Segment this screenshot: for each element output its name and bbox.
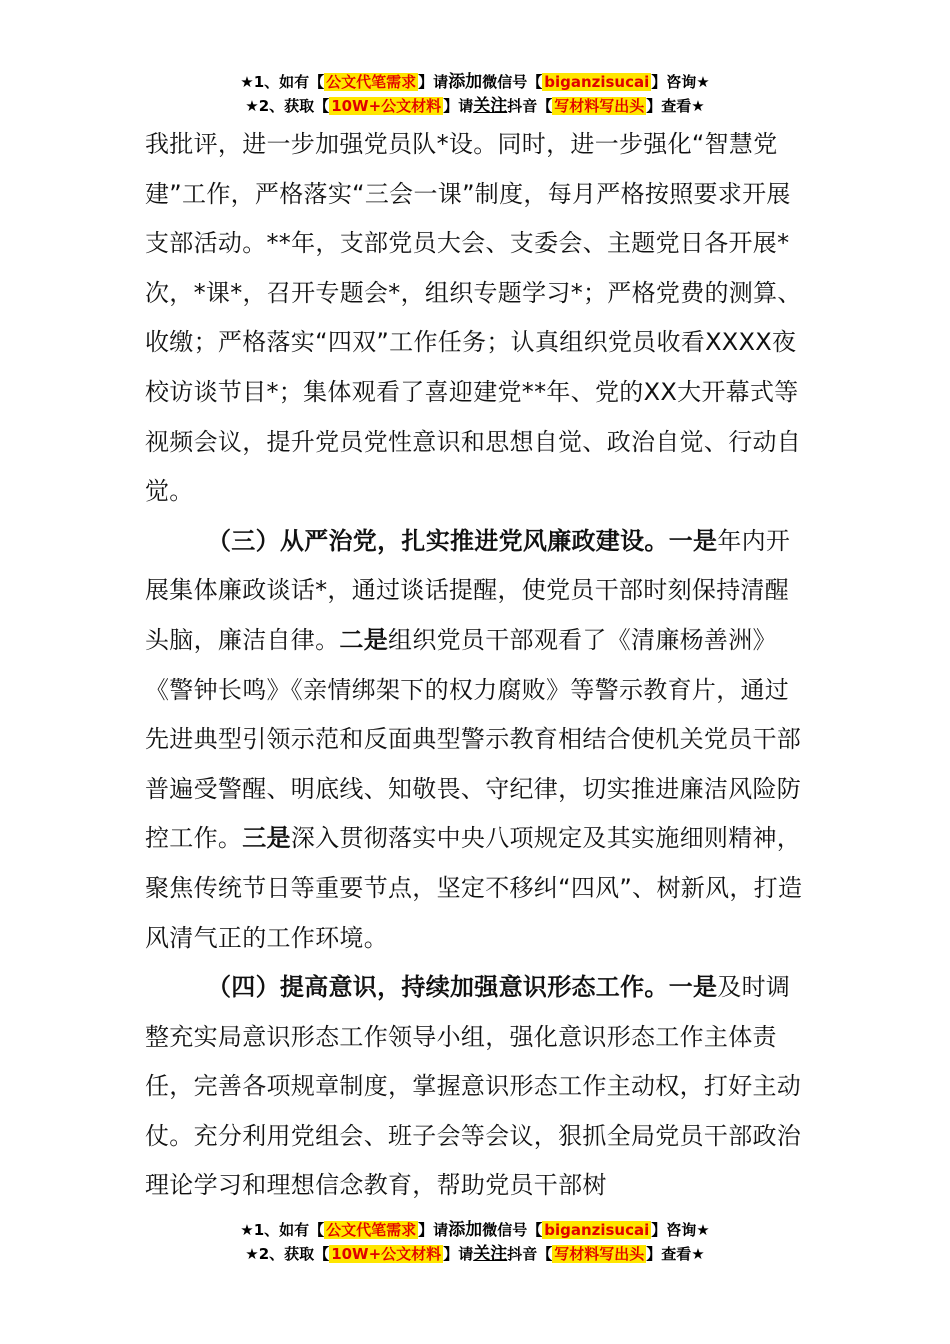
document-body [145,120,810,1211]
top-banner [0,70,950,118]
highlight-materials: 10W+公文材料 [331,97,442,115]
section-heading-3: （三）从严治党，扎实推进党风廉政建设。 [207,526,669,555]
paragraph-section-3: （三）从严治党，扎实推进党风廉政建设。一是年内开展集体廉政谈话*，通过谈话提醒，使党员干部时刻保持清醒头脑，廉洁自律。二是组织党员干部观看了《清廉杨善洲》《警钟长鸣》《亲情绑架下的权力腐败》等警示教育片，通过先进典型引领示范和反面典型警示教育相结合使机关党员干部普遍受警醒、明底线、知敬畏、守纪律，切实推进廉洁风险防控工作。三是深入贯彻落实中央八项规定及其实施细则精神，聚焦传统节日等重要节点，坚定不移纠“四风”、树新风，打造风清气正的工作环境。 [145,526,803,952]
highlight-wechat-id: biganzisucai [544,1221,650,1239]
banner-line-2: ★2、获取【 10W+公文材料 】请关注抖音【 写材料写出头 】查看★ [245,96,705,116]
highlight-douyin: 写材料写出头 [554,1245,645,1263]
highlight-douyin: 写材料写出头 [554,97,645,115]
section-heading-4: （四）提高意识，持续加强意识形态工作。 [207,973,669,1002]
highlight-materials: 10W+公文材料 [331,1245,442,1263]
highlight-ghostwriting: 公文代笔需求 [326,73,417,91]
bottom-banner [0,1218,950,1266]
highlight-ghostwriting: 公文代笔需求 [326,1221,417,1239]
banner-line-1: ★1、如有【 公文代笔需求 】请添加微信号【 biganzisucai 】咨询★ [240,1220,710,1240]
paragraph-continued: 我批评，进一步加强党员队*设。同时，进一步强化“智慧党建”工作，严格落实“三会一课”制度，每月严格按照要求开展支部活动。**年，支部党员大会、支委会、主题党日各开展*次，*课*，召开专题会*，组织专题学习*；严格党费的测算、收缴；严格落实“四双”工作任务；认真组织党员收看XXXX夜校访谈节目*；集体观看了喜迎建党**年、党的XX大开幕式等视频会议，提升党员党性意识和思想自觉、政治自觉、行动自觉。 [145,130,802,506]
paragraph-section-4: （四）提高意识，持续加强意识形态工作。一是及时调整充实局意识形态工作领导小组，强化意识形态工作主体责任，完善各项规章制度，掌握意识形态工作主动权，打好主动仗。充分利用党组会、班子会等会议，狠抓全局党员干部政治理论学习和理想信念教育，帮助党员干部树 [145,973,802,1200]
highlight-wechat-id: biganzisucai [544,73,650,91]
banner-line-2: ★2、获取【 10W+公文材料 】请关注抖音【 写材料写出头 】查看★ [245,1244,705,1264]
banner-line-1: ★1、如有【 公文代笔需求 】请添加微信号【 biganzisucai 】咨询★ [240,72,710,92]
